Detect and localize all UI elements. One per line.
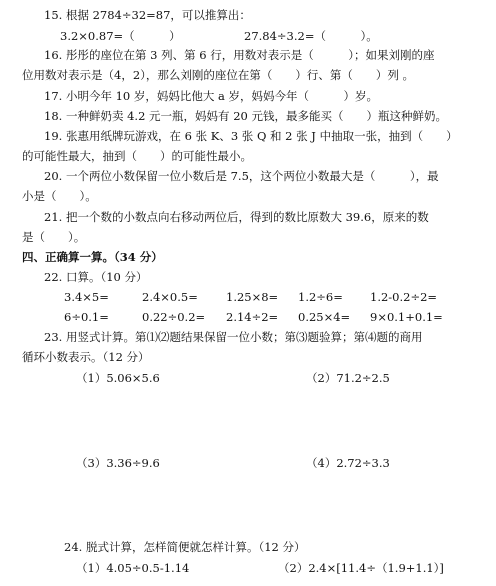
section-4-heading: 四、正确算一算。（34 分） [22,250,163,264]
mental-calc-item: 1.2÷6= [298,290,343,304]
q16-line2: 位用数对表示是（4，2），那么刘刚的座位在第（ ）行、第（ ）列 。 [22,68,415,82]
mental-calc-item: 1.2-0.2÷2= [370,290,438,304]
q24-problem-2: （2）2.4×[11.4÷（1.9+1.1）] [278,561,444,575]
q22-row-2 [64,310,470,324]
mental-calc-item: 9×0.1+0.1= [370,310,443,324]
q23-line1: 23. 用竖式计算。第⑴⑵题结果保留一位小数；第⑶题验算；第⑷题的商用 [44,330,423,344]
q20-line2: 小是（ ）。 [22,189,97,203]
q23-problem-2: （2）71.2÷2.5 [306,371,390,385]
q20-line1: 20. 一个两位小数保留一位小数后是 7.5，这个两位小数最大是（ ），最 [44,169,439,183]
mental-calc-item: 6÷0.1= [64,310,109,324]
q24-stem: 24. 脱式计算，怎样简便就怎样计算。（12 分） [64,540,306,554]
mental-calc-item: 2.14÷2= [226,310,279,324]
q23-problem-1: （1）5.06×5.6 [76,371,160,385]
q23-line2: 循环小数表示。（12 分） [22,350,150,364]
q17-line1: 17. 小明今年 10 岁，妈妈比他大 a 岁，妈妈今年（ ）岁。 [44,89,379,103]
q15-blank-b: 27.84÷3.2=（ ）。 [244,29,378,43]
mental-calc-item: 1.25×8= [226,290,279,304]
q21-line2: 是（ ）。 [22,230,86,244]
q24-problem-1: （1）4.05÷0.5-1.14 [76,561,190,575]
q23-problem-4: （4）2.72÷3.3 [306,456,390,470]
mental-calc-item: 2.4×0.5= [142,290,198,304]
mental-calc-item: 0.25×4= [298,310,351,324]
mental-calc-item: 3.4×5= [64,290,109,304]
q19-line2: 的可能性最大，抽到（ ）的可能性最小。 [22,149,252,163]
mental-calc-item: 0.22÷0.2= [142,310,206,324]
q15-blank-a: 3.2×0.87=（ ） [60,29,181,43]
q21-line1: 21. 把一个数的小数点向右移动两位后，得到的数比原数大 39.6，原来的数 [44,210,429,224]
q18-line1: 18. 一种鲜奶卖 4.2 元一瓶，妈妈有 20 元钱，最多能买（ ）瓶这种鲜奶。 [44,109,447,123]
q22-row-1 [64,290,470,304]
q22-stem: 22. 口算。（10 分） [44,270,148,284]
q19-line1: 19. 张惠用纸牌玩游戏，在 6 张 K、3 张 Q 和 2 张 J 中抽取一张，抽到（ ） [44,129,458,143]
q16-line1: 16. 彤彤的座位在第 3 列、第 6 行，用数对表示是（ ）；如果刘刚的座 [44,48,435,62]
q23-problem-3: （3）3.36÷9.6 [76,456,160,470]
q15-stem: 15. 根据 2784÷32=87，可以推算出： [44,8,251,22]
